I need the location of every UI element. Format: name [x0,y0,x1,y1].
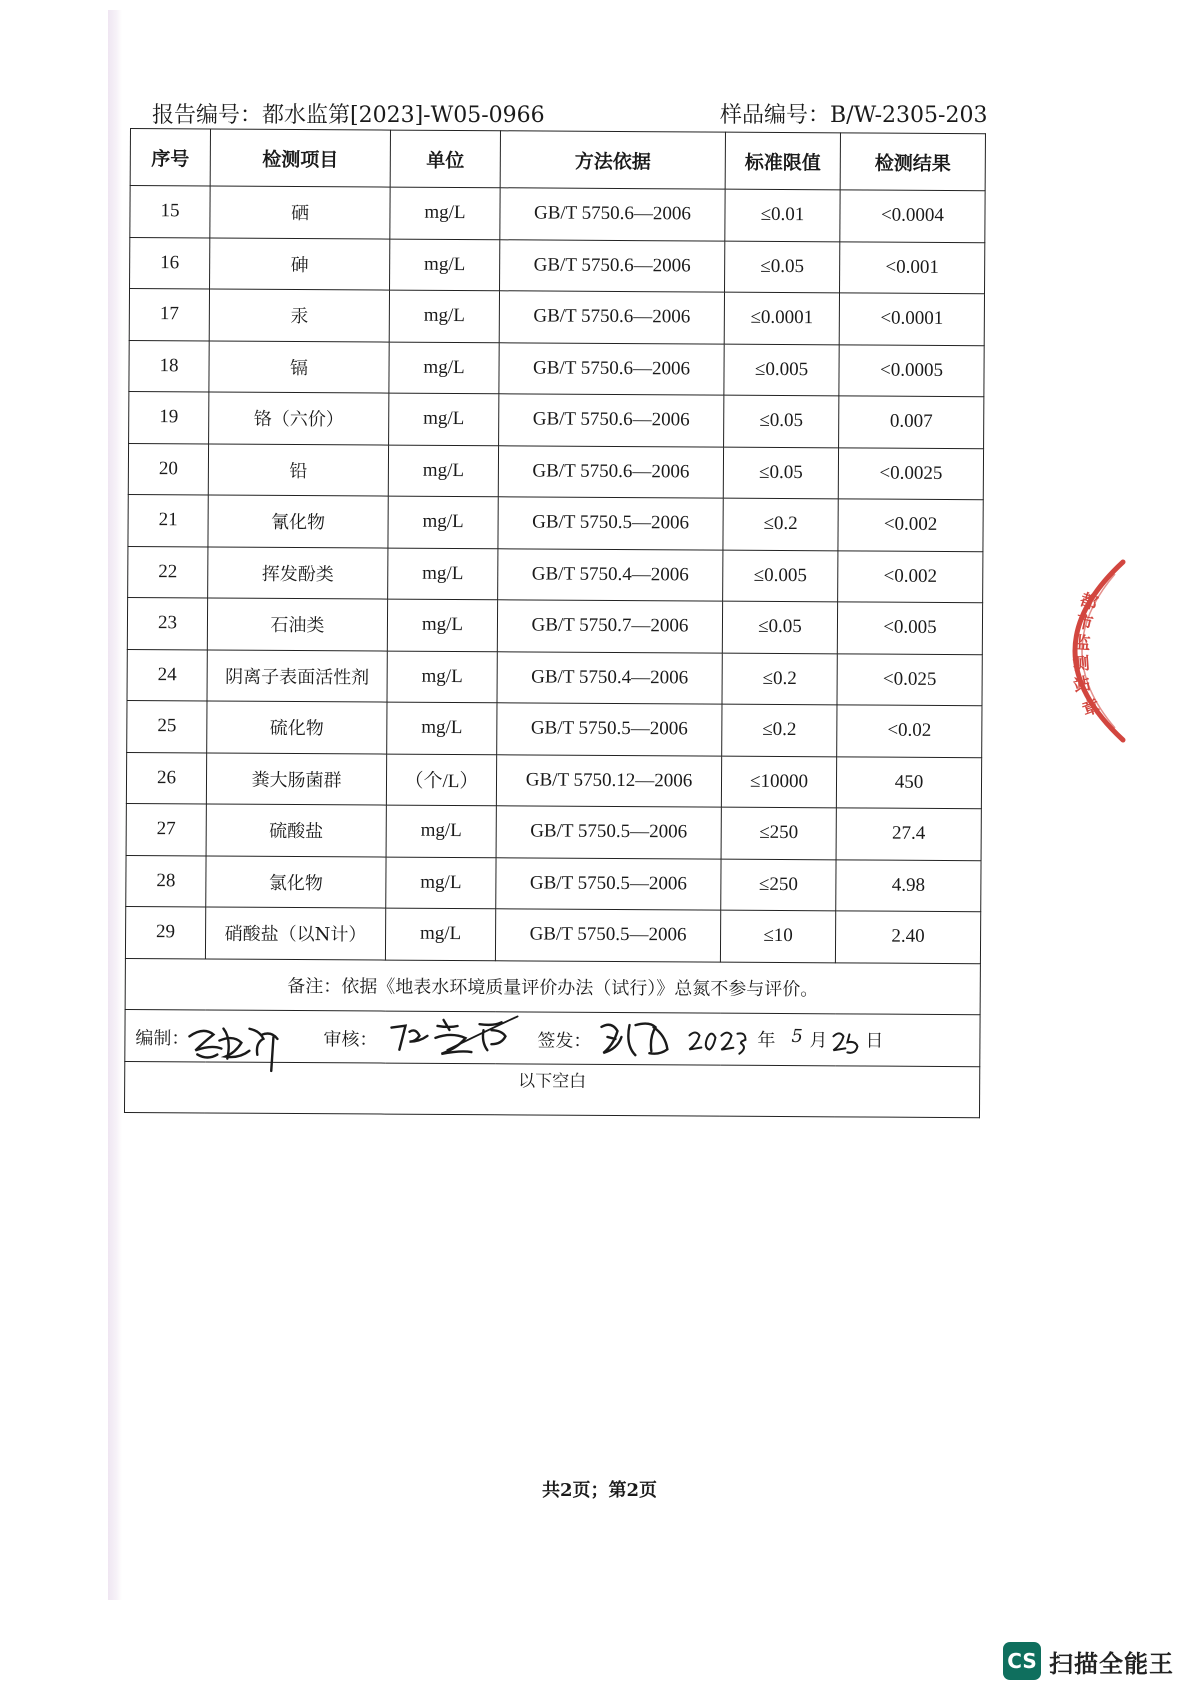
unit-cell: mg/L [388,496,498,548]
reviewed-label: 审核： [323,1029,378,1051]
table-row [126,752,981,809]
method-cell: GB/T 5750.6—2006 [499,342,724,395]
result-cell: <0.025 [837,653,982,705]
svg-text:都: 都 [1077,589,1101,615]
row-number: 26 [126,752,206,804]
table-row [127,649,982,706]
test-item: 砷 [210,237,390,290]
test-item: 阴离子表面活性剂 [207,649,387,702]
unit-cell: mg/L [386,857,496,909]
method-cell: GB/T 5750.6—2006 [499,291,724,344]
cs-logo-icon: CS [1003,1642,1041,1680]
sample-number: 样品编号：B/W-2305-203 [720,103,988,128]
result-cell: <0.0004 [840,190,985,242]
method-cell: GB/T 5750.6—2006 [500,188,725,241]
compiler-signature [183,1014,293,1075]
method-cell: GB/T 5750.12—2006 [496,754,721,807]
row-number: 19 [129,391,209,443]
result-cell: <0.0001 [839,293,984,345]
test-item: 氰化物 [208,495,388,548]
table-body [125,186,985,964]
column-header: 检测项目 [210,129,390,187]
table-row [128,494,983,551]
test-item: 铅 [208,443,388,496]
result-cell: 2.40 [835,911,980,963]
svg-text:章: 章 [1079,696,1103,721]
unit-cell: mg/L [390,239,500,291]
result-cell: <0.0025 [838,447,983,499]
row-number: 18 [129,340,209,392]
test-item: 铬（六价） [209,392,389,445]
method-cell: GB/T 5750.5—2006 [495,909,720,962]
result-cell: <0.0005 [839,344,984,396]
note-text: 备注：依据《地表水环境质量评价办法（试行）》总氮不参与评价。 [125,958,980,1015]
svg-text:监: 监 [1072,633,1092,655]
table-header-row [130,129,985,191]
reviewer-signature [387,1014,537,1065]
limit-cell: ≤10000 [721,756,836,808]
limit-cell: ≤0.05 [723,447,838,499]
report-sheet [124,128,985,1118]
unit-cell: mg/L [389,342,499,394]
page-footer: 共2页；第2页 [541,1480,658,1501]
result-cell: <0.001 [840,241,985,293]
method-cell: GB/T 5750.6—2006 [499,394,724,447]
row-number: 24 [127,649,207,701]
row-number: 16 [130,237,210,289]
result-cell: 0.007 [839,396,984,448]
date-month-mark: 月 [809,1030,828,1052]
test-item: 汞 [209,289,389,342]
test-item: 硫化物 [207,701,387,754]
result-cell: <0.002 [838,550,983,602]
svg-text:站: 站 [1071,673,1093,697]
limit-cell: ≤0.005 [724,344,839,396]
unit-cell: mg/L [388,548,498,600]
date-month: 5 [791,1026,803,1048]
unit-cell: mg/L [389,393,499,445]
limit-cell: ≤0.2 [723,498,838,550]
issued-label: 签发： [537,1030,592,1052]
date-day-mark: 日 [865,1030,884,1052]
result-cell: 27.4 [836,808,981,860]
signature-row [125,1009,980,1066]
limit-cell: ≤0.2 [722,704,837,756]
table-row [127,597,982,654]
limit-cell: ≤0.05 [722,601,837,653]
table-row [130,237,985,294]
test-item: 粪大肠菌群 [206,752,386,805]
method-cell: GB/T 5750.6—2006 [498,445,723,498]
table-row [128,546,983,603]
issuer-signature [595,1017,685,1064]
row-number: 29 [125,906,205,958]
test-item: 镉 [209,340,389,393]
limit-cell: ≤0.0001 [724,292,839,344]
table-row [129,391,984,448]
table-row [127,700,982,757]
unit-cell: mg/L [385,908,495,960]
report-number: 报告编号：都水监第[2023]-W05-0966 [152,103,545,128]
column-header: 方法依据 [500,131,725,189]
method-cell: GB/T 5750.4—2006 [498,548,723,601]
table-row [126,803,981,860]
compiled-label: 编制： [135,1028,190,1050]
table-row [126,855,981,912]
result-cell: <0.02 [837,705,982,757]
limit-cell: ≤0.2 [722,653,837,705]
limit-cell: ≤250 [721,807,836,859]
handwritten-year [685,1025,751,1055]
test-item: 氯化物 [206,855,386,908]
limit-cell: ≤250 [721,859,836,911]
column-header: 标准限值 [725,132,840,190]
svg-text:测: 测 [1071,653,1091,675]
note-row [125,958,980,1015]
official-seal-stamp [1045,556,1135,746]
row-number: 25 [127,700,207,752]
method-cell: GB/T 5750.5—2006 [497,703,722,756]
row-number: 21 [128,494,208,546]
results-table [124,128,986,1118]
limit-cell: ≤10 [720,910,835,962]
test-item: 石油类 [207,598,387,651]
scanner-app-logo [1003,1642,1174,1680]
row-number: 17 [129,289,209,341]
table-row [128,443,983,500]
row-number: 20 [128,443,208,495]
table-row [125,906,980,963]
test-item: 挥发酚类 [208,546,388,599]
signature-cell [125,1009,980,1066]
column-header: 检测结果 [840,133,985,191]
row-number: 22 [128,546,208,598]
table-row [129,340,984,397]
method-cell: GB/T 5750.5—2006 [496,806,721,859]
row-number: 27 [126,803,206,855]
method-cell: GB/T 5750.4—2006 [497,651,722,704]
unit-cell: mg/L [388,445,498,497]
test-item: 硝酸盐（以N计） [205,907,385,960]
blank-below-text: 以下空白 [518,1070,587,1092]
test-item: 硫酸盐 [206,804,386,857]
limit-cell: ≤0.005 [723,550,838,602]
unit-cell: mg/L [387,599,497,651]
unit-cell: mg/L [386,805,496,857]
unit-cell: mg/L [389,290,499,342]
table-row [129,289,984,346]
method-cell: GB/T 5750.7—2006 [497,600,722,653]
column-header: 单位 [390,130,500,188]
row-number: 15 [130,186,210,238]
table-row [130,186,985,243]
date-year-mark: 年 [757,1029,776,1051]
row-number: 28 [126,855,206,907]
result-cell: <0.002 [838,499,983,551]
test-item: 硒 [210,186,390,239]
logo-text: 扫描全能王 [1049,1649,1174,1678]
row-number: 23 [127,597,207,649]
limit-cell: ≤0.01 [725,189,840,241]
method-cell: GB/T 5750.5—2006 [498,497,723,550]
unit-cell: mg/L [390,187,500,239]
method-cell: GB/T 5750.6—2006 [500,239,725,292]
result-cell: <0.005 [837,602,982,654]
handwritten-day [829,1026,861,1056]
result-cell: 4.98 [836,859,981,911]
unit-cell: mg/L [387,651,497,703]
limit-cell: ≤0.05 [724,395,839,447]
unit-cell: （个/L） [386,754,496,806]
svg-text:市: 市 [1073,611,1095,635]
scan-edge-shadow [108,10,122,1600]
column-header: 序号 [130,129,210,186]
result-cell: 450 [836,756,981,808]
unit-cell: mg/L [387,702,497,754]
method-cell: GB/T 5750.5—2006 [496,857,721,910]
limit-cell: ≤0.05 [725,241,840,293]
